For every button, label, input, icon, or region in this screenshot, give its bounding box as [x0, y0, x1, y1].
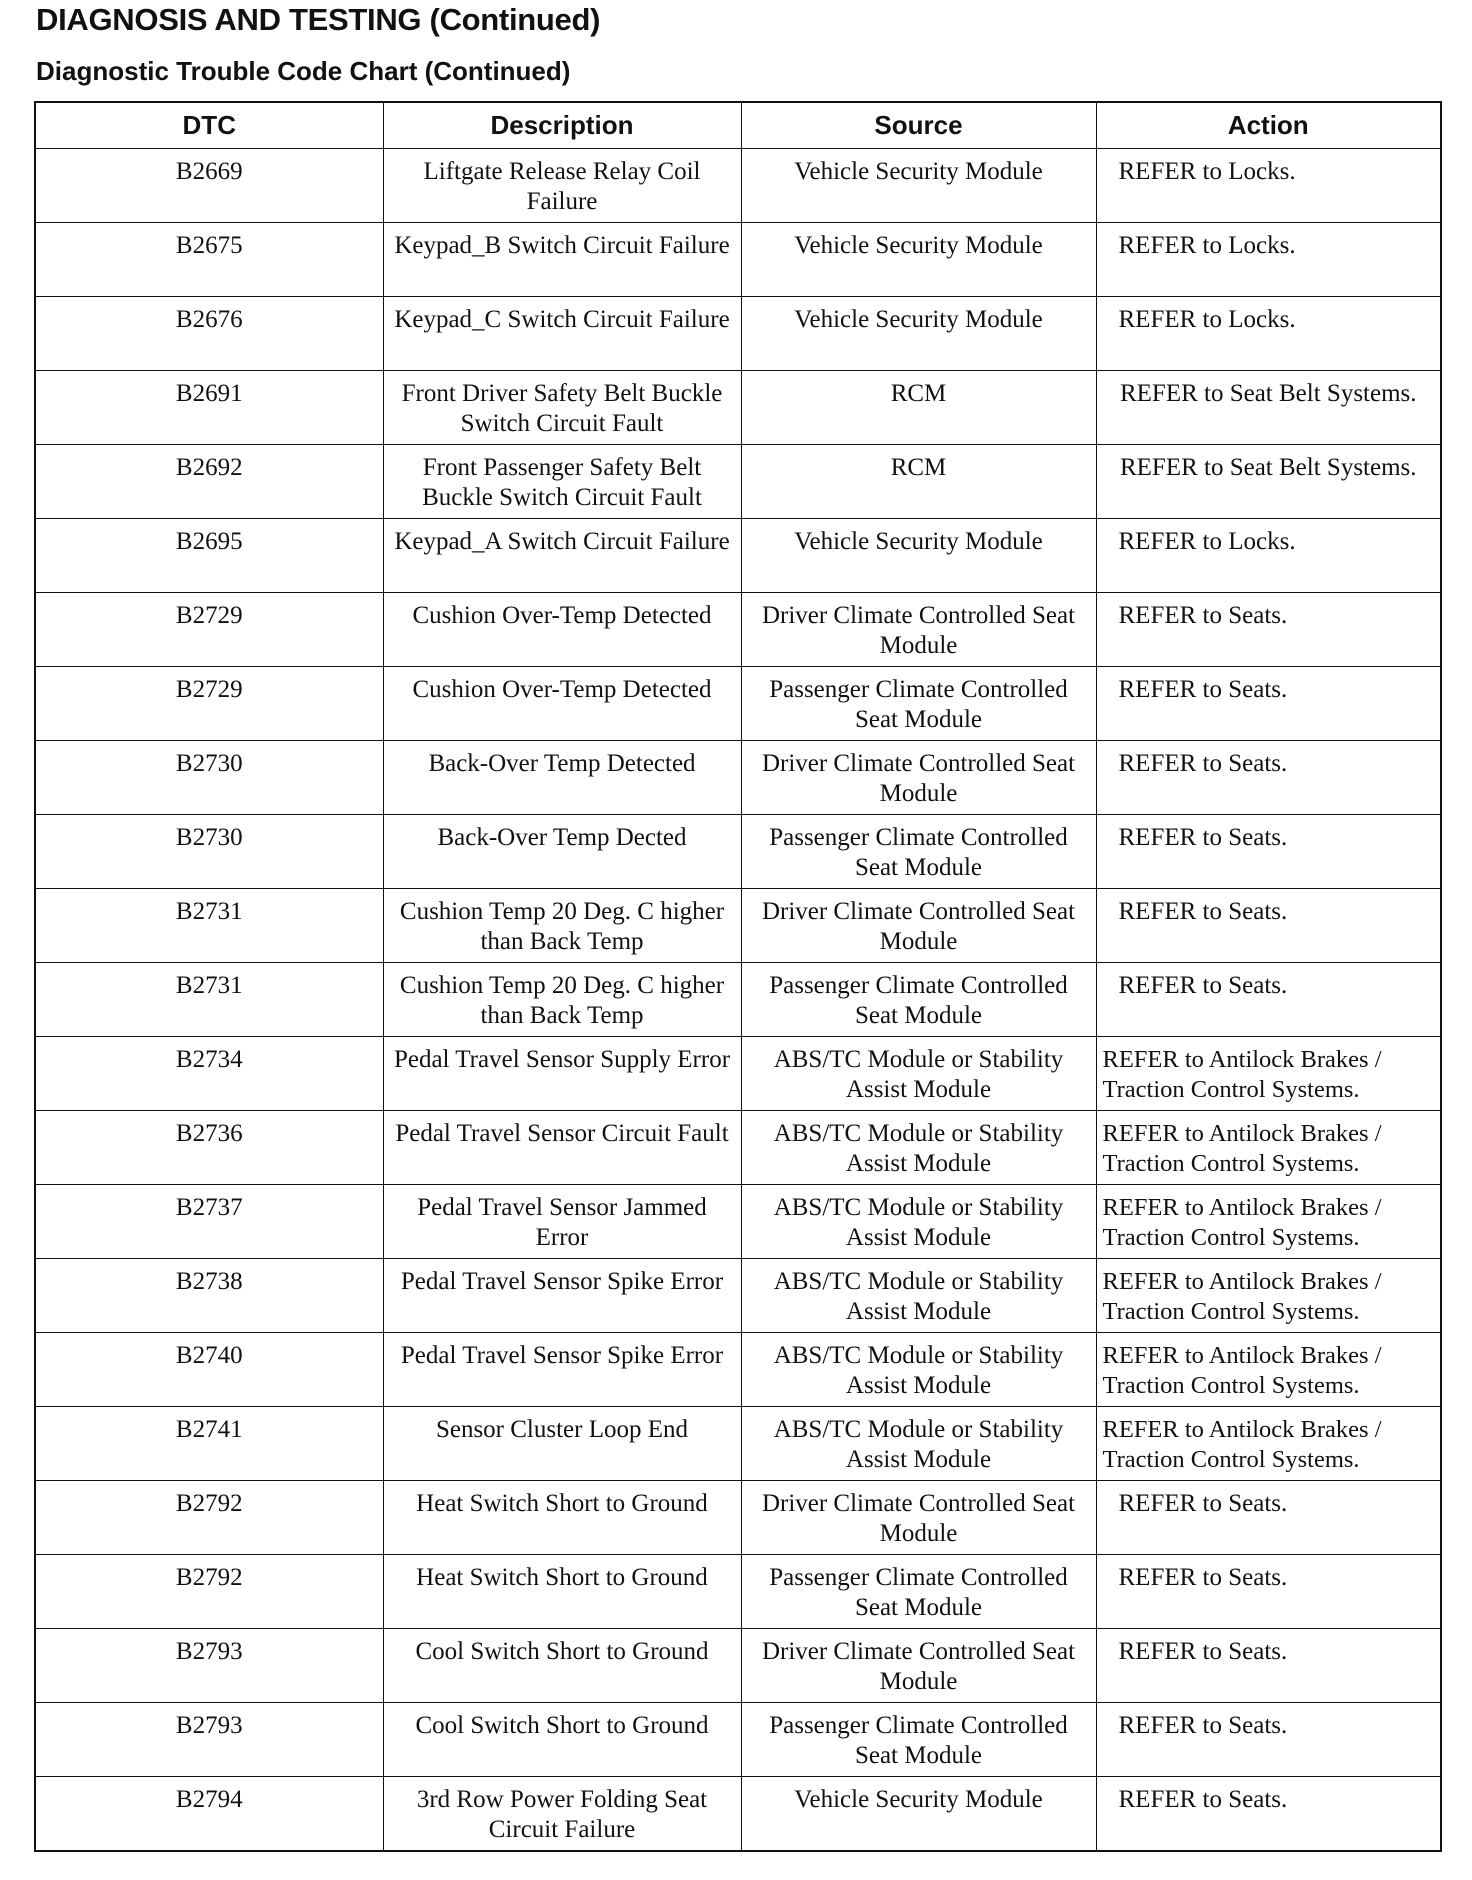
chart-subtitle: Diagnostic Trouble Code Chart (Continued) [36, 56, 571, 86]
cell-dtc: B2794 [35, 1777, 383, 1851]
table-row [35, 667, 1441, 741]
table-row [35, 815, 1441, 889]
cell-source: Passenger Climate Controlled Seat Module [741, 963, 1096, 1037]
table-row [35, 1481, 1441, 1555]
cell-description: Front Driver Safety Belt Buckle Switch Circuit Fault [383, 371, 741, 445]
table-row [35, 1259, 1441, 1333]
cell-action: REFER to Antilock Brakes / Traction Control Systems. [1096, 1259, 1441, 1333]
cell-action: REFER to Seats. [1096, 667, 1441, 741]
table-row [35, 593, 1441, 667]
cell-action: REFER to Antilock Brakes / Traction Control Systems. [1096, 1037, 1441, 1111]
table-row [35, 297, 1441, 371]
cell-description: Cushion Over-Temp Detected [383, 593, 741, 667]
cell-action: REFER to Antilock Brakes / Traction Control Systems. [1096, 1333, 1441, 1407]
cell-source: ABS/TC Module or Stability Assist Module [741, 1185, 1096, 1259]
cell-dtc: B2736 [35, 1111, 383, 1185]
table-row [35, 149, 1441, 223]
page-title: DIAGNOSIS AND TESTING (Continued) [36, 2, 601, 37]
cell-description: Pedal Travel Sensor Spike Error [383, 1333, 741, 1407]
cell-source: Passenger Climate Controlled Seat Module [741, 667, 1096, 741]
cell-description: Heat Switch Short to Ground [383, 1555, 741, 1629]
table-row [35, 1407, 1441, 1481]
cell-source: Driver Climate Controlled Seat Module [741, 1629, 1096, 1703]
cell-dtc: B2793 [35, 1629, 383, 1703]
column-header-description: Description [383, 102, 741, 149]
cell-source: Vehicle Security Module [741, 1777, 1096, 1851]
cell-source: Passenger Climate Controlled Seat Module [741, 1703, 1096, 1777]
cell-description: Pedal Travel Sensor Jammed Error [383, 1185, 741, 1259]
cell-action: REFER to Antilock Brakes / Traction Control Systems. [1096, 1407, 1441, 1481]
cell-dtc: B2729 [35, 667, 383, 741]
cell-action: REFER to Locks. [1096, 223, 1441, 297]
cell-dtc: B2793 [35, 1703, 383, 1777]
cell-source: Driver Climate Controlled Seat Module [741, 741, 1096, 815]
cell-action: REFER to Seat Belt Systems. [1096, 445, 1441, 519]
cell-source: Vehicle Security Module [741, 297, 1096, 371]
cell-source: Driver Climate Controlled Seat Module [741, 1481, 1096, 1555]
table-row [35, 519, 1441, 593]
cell-source: Driver Climate Controlled Seat Module [741, 593, 1096, 667]
cell-description: Cool Switch Short to Ground [383, 1629, 741, 1703]
table-row [35, 223, 1441, 297]
cell-dtc: B2731 [35, 889, 383, 963]
cell-dtc: B2695 [35, 519, 383, 593]
table-row [35, 371, 1441, 445]
cell-action: REFER to Locks. [1096, 149, 1441, 223]
cell-description: Keypad_C Switch Circuit Failure [383, 297, 741, 371]
cell-description: Front Passenger Safety Belt Buckle Switch Circuit Fault [383, 445, 741, 519]
cell-action: REFER to Seats. [1096, 963, 1441, 1037]
cell-source: ABS/TC Module or Stability Assist Module [741, 1111, 1096, 1185]
cell-source: Vehicle Security Module [741, 519, 1096, 593]
table-row [35, 741, 1441, 815]
table-header-row [35, 102, 1441, 149]
cell-source: Driver Climate Controlled Seat Module [741, 889, 1096, 963]
table-row [35, 963, 1441, 1037]
cell-action: REFER to Seats. [1096, 1777, 1441, 1851]
cell-action: REFER to Seats. [1096, 1481, 1441, 1555]
table-row [35, 1111, 1441, 1185]
table-row [35, 1555, 1441, 1629]
cell-dtc: B2792 [35, 1481, 383, 1555]
cell-action: REFER to Seats. [1096, 593, 1441, 667]
cell-source: ABS/TC Module or Stability Assist Module [741, 1333, 1096, 1407]
cell-source: RCM [741, 371, 1096, 445]
cell-action: REFER to Seats. [1096, 741, 1441, 815]
cell-source: Passenger Climate Controlled Seat Module [741, 815, 1096, 889]
cell-action: REFER to Antilock Brakes / Traction Control Systems. [1096, 1111, 1441, 1185]
cell-action: REFER to Seats. [1096, 1555, 1441, 1629]
cell-description: Pedal Travel Sensor Circuit Fault [383, 1111, 741, 1185]
table-row [35, 445, 1441, 519]
cell-description: Pedal Travel Sensor Supply Error [383, 1037, 741, 1111]
column-header-source: Source [741, 102, 1096, 149]
cell-source: ABS/TC Module or Stability Assist Module [741, 1407, 1096, 1481]
cell-description: 3rd Row Power Folding Seat Circuit Failure [383, 1777, 741, 1851]
cell-description: Sensor Cluster Loop End [383, 1407, 741, 1481]
cell-description: Keypad_B Switch Circuit Failure [383, 223, 741, 297]
cell-dtc: B2730 [35, 815, 383, 889]
table-row [35, 1185, 1441, 1259]
cell-dtc: B2737 [35, 1185, 383, 1259]
table-row [35, 1703, 1441, 1777]
cell-dtc: B2691 [35, 371, 383, 445]
cell-dtc: B2740 [35, 1333, 383, 1407]
cell-source: RCM [741, 445, 1096, 519]
dtc-table [34, 101, 1442, 1852]
cell-description: Cushion Over-Temp Detected [383, 667, 741, 741]
table-row [35, 1629, 1441, 1703]
cell-dtc: B2730 [35, 741, 383, 815]
cell-action: REFER to Locks. [1096, 297, 1441, 371]
column-header-action: Action [1096, 102, 1441, 149]
cell-description: Cool Switch Short to Ground [383, 1703, 741, 1777]
cell-dtc: B2792 [35, 1555, 383, 1629]
cell-description: Liftgate Release Relay Coil Failure [383, 149, 741, 223]
cell-dtc: B2738 [35, 1259, 383, 1333]
cell-dtc: B2734 [35, 1037, 383, 1111]
cell-source: Vehicle Security Module [741, 149, 1096, 223]
cell-description: Cushion Temp 20 Deg. C higher than Back Temp [383, 963, 741, 1037]
cell-dtc: B2675 [35, 223, 383, 297]
cell-dtc: B2669 [35, 149, 383, 223]
cell-dtc: B2729 [35, 593, 383, 667]
cell-source: ABS/TC Module or Stability Assist Module [741, 1037, 1096, 1111]
cell-action: REFER to Seat Belt Systems. [1096, 371, 1441, 445]
cell-action: REFER to Seats. [1096, 1629, 1441, 1703]
table-row [35, 1333, 1441, 1407]
cell-source: ABS/TC Module or Stability Assist Module [741, 1259, 1096, 1333]
cell-description: Cushion Temp 20 Deg. C higher than Back Temp [383, 889, 741, 963]
cell-description: Pedal Travel Sensor Spike Error [383, 1259, 741, 1333]
table-row [35, 889, 1441, 963]
cell-description: Back-Over Temp Dected [383, 815, 741, 889]
cell-dtc: B2676 [35, 297, 383, 371]
cell-action: REFER to Seats. [1096, 889, 1441, 963]
cell-dtc: B2692 [35, 445, 383, 519]
table-body [35, 149, 1441, 1851]
cell-action: REFER to Antilock Brakes / Traction Control Systems. [1096, 1185, 1441, 1259]
cell-action: REFER to Seats. [1096, 1703, 1441, 1777]
cell-description: Back-Over Temp Detected [383, 741, 741, 815]
cell-source: Passenger Climate Controlled Seat Module [741, 1555, 1096, 1629]
cell-description: Heat Switch Short to Ground [383, 1481, 741, 1555]
cell-dtc: B2741 [35, 1407, 383, 1481]
column-header-dtc: DTC [35, 102, 383, 149]
table-row [35, 1037, 1441, 1111]
table-row [35, 1777, 1441, 1851]
cell-action: REFER to Locks. [1096, 519, 1441, 593]
cell-source: Vehicle Security Module [741, 223, 1096, 297]
cell-dtc: B2731 [35, 963, 383, 1037]
cell-action: REFER to Seats. [1096, 815, 1441, 889]
cell-description: Keypad_A Switch Circuit Failure [383, 519, 741, 593]
